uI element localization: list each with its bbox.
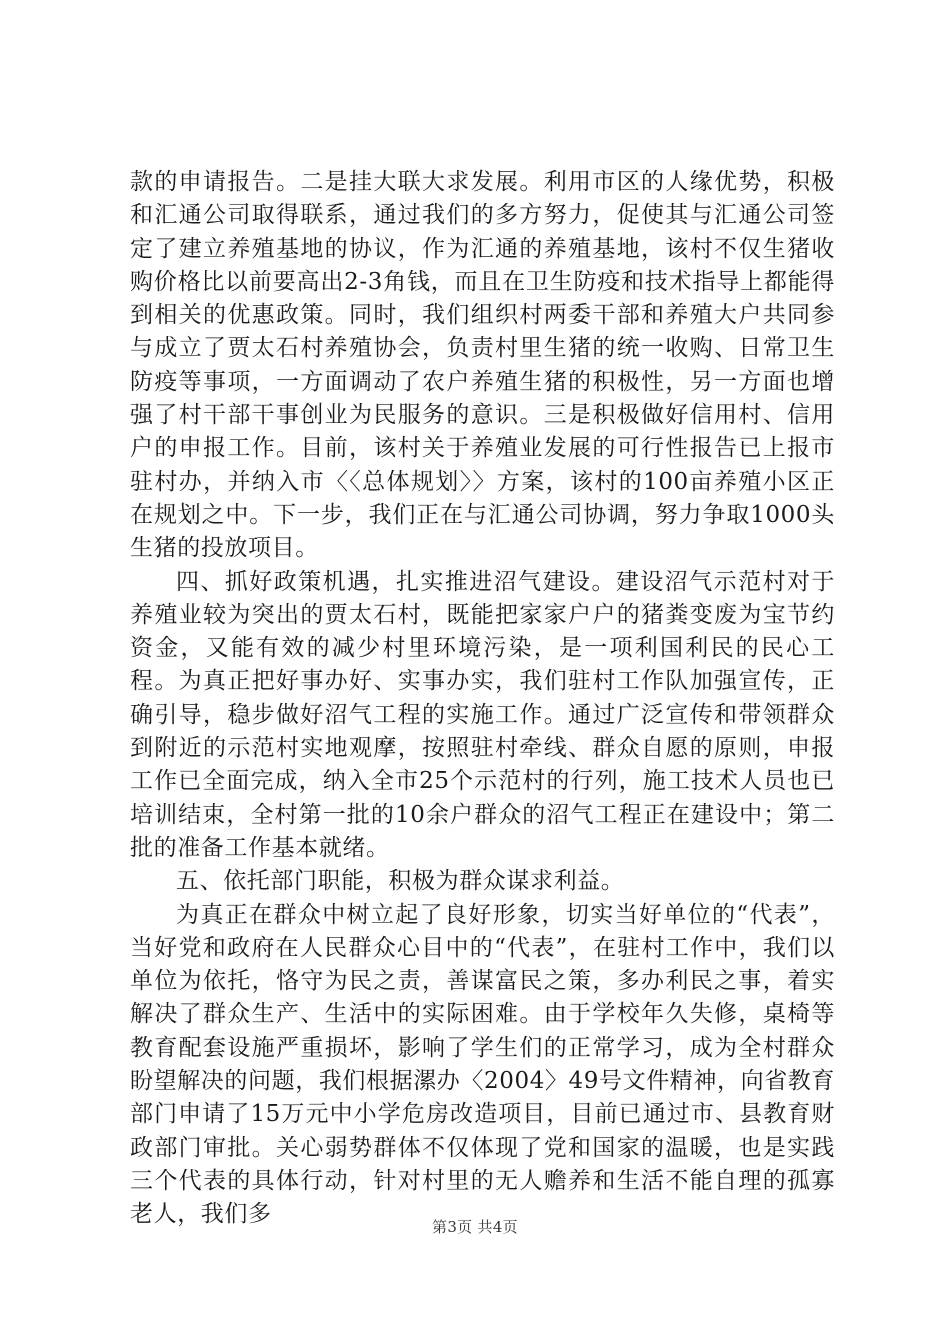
- document-body: [130, 166, 835, 1232]
- page-number-footer: 第3页 共4页: [432, 1218, 518, 1236]
- paragraph-section-five-heading: 五、依托部门职能，积极为群众谋求利益。: [176, 868, 625, 895]
- paragraph-continuation: 款的申请报告。二是挂大联大求发展。利用市区的人缘优势，积极和汇通公司取得联系，通过我们的多方努力，促使其与汇通公司签定了建立养殖基地的协议，作为汇通的养殖基地，该村不仅生猪收购价格比以前要高出2-3角钱，而且在卫生防疫和技术指导上都能得到相关的优惠政策。同时，我们组织村两委干部和养殖大户共同参与成立了贾太石村养殖协会，负责村里生猪的统一收购、日常卫生防疫等事项，一方面调动了农户养殖生猪的积极性，另一方面也增强了村干部干事创业为民服务的意识。三是积极做好信用村、信用户的申报工作。目前，该村关于养殖业发展的可行性报告已上报市驻村办，并纳入市〈〈总体规划〉〉方案，该村的100亩养殖小区正在规划之中。下一步，我们正在与汇通公司协调，努力争取1000头生猪的投放项目。: [130, 169, 835, 562]
- paragraph-section-five-body: 为真正在群众中树立起了良好形象，切实当好单位的“代表”，当好党和政府在人民群众心目中的“代表”，在驻村工作中，我们以单位为依托，恪守为民之责，善谋富民之策，多办利民之事，着实解决了群众生产、生活中的实际困难。由于学校年久失修，桌椅等教育配套设施严重损坏，影响了学生们的正常学习，成为全村群众盼望解决的问题，我们根据漯办〈2004〉49号文件精神，向省教育部门申请了15万元中小学危房改造项目，目前已通过市、县教育财政部门审批。关心弱势群体不仅体现了党和国家的温暖，也是实践三个代表的具体行动，针对村里的无人赡养和生活不能自理的孤寡老人，我们多: [130, 901, 835, 1228]
- paragraph-section-four: 四、抓好政策机遇，扎实推进沼气建设。建设沼气示范村对于养殖业较为突出的贾太石村，既能把家家户户的猪粪变废为宝节约资金，又能有效的减少村里环境污染，是一项利国利民的民心工程。为真正把好事办好、实事办实，我们驻村工作队加强宣传，正确引导，稳步做好沼气工程的实施工作。通过广泛宣传和带领群众到附近的示范村实地观摩，按照驻村牵线、群众自愿的原则，申报工作已全面完成，纳入全市25个示范村的行列，施工技术人员也已培训结束，全村第一批的10余户群众的沼气工程正在建设中；第二批的准备工作基本就绪。: [130, 568, 835, 861]
